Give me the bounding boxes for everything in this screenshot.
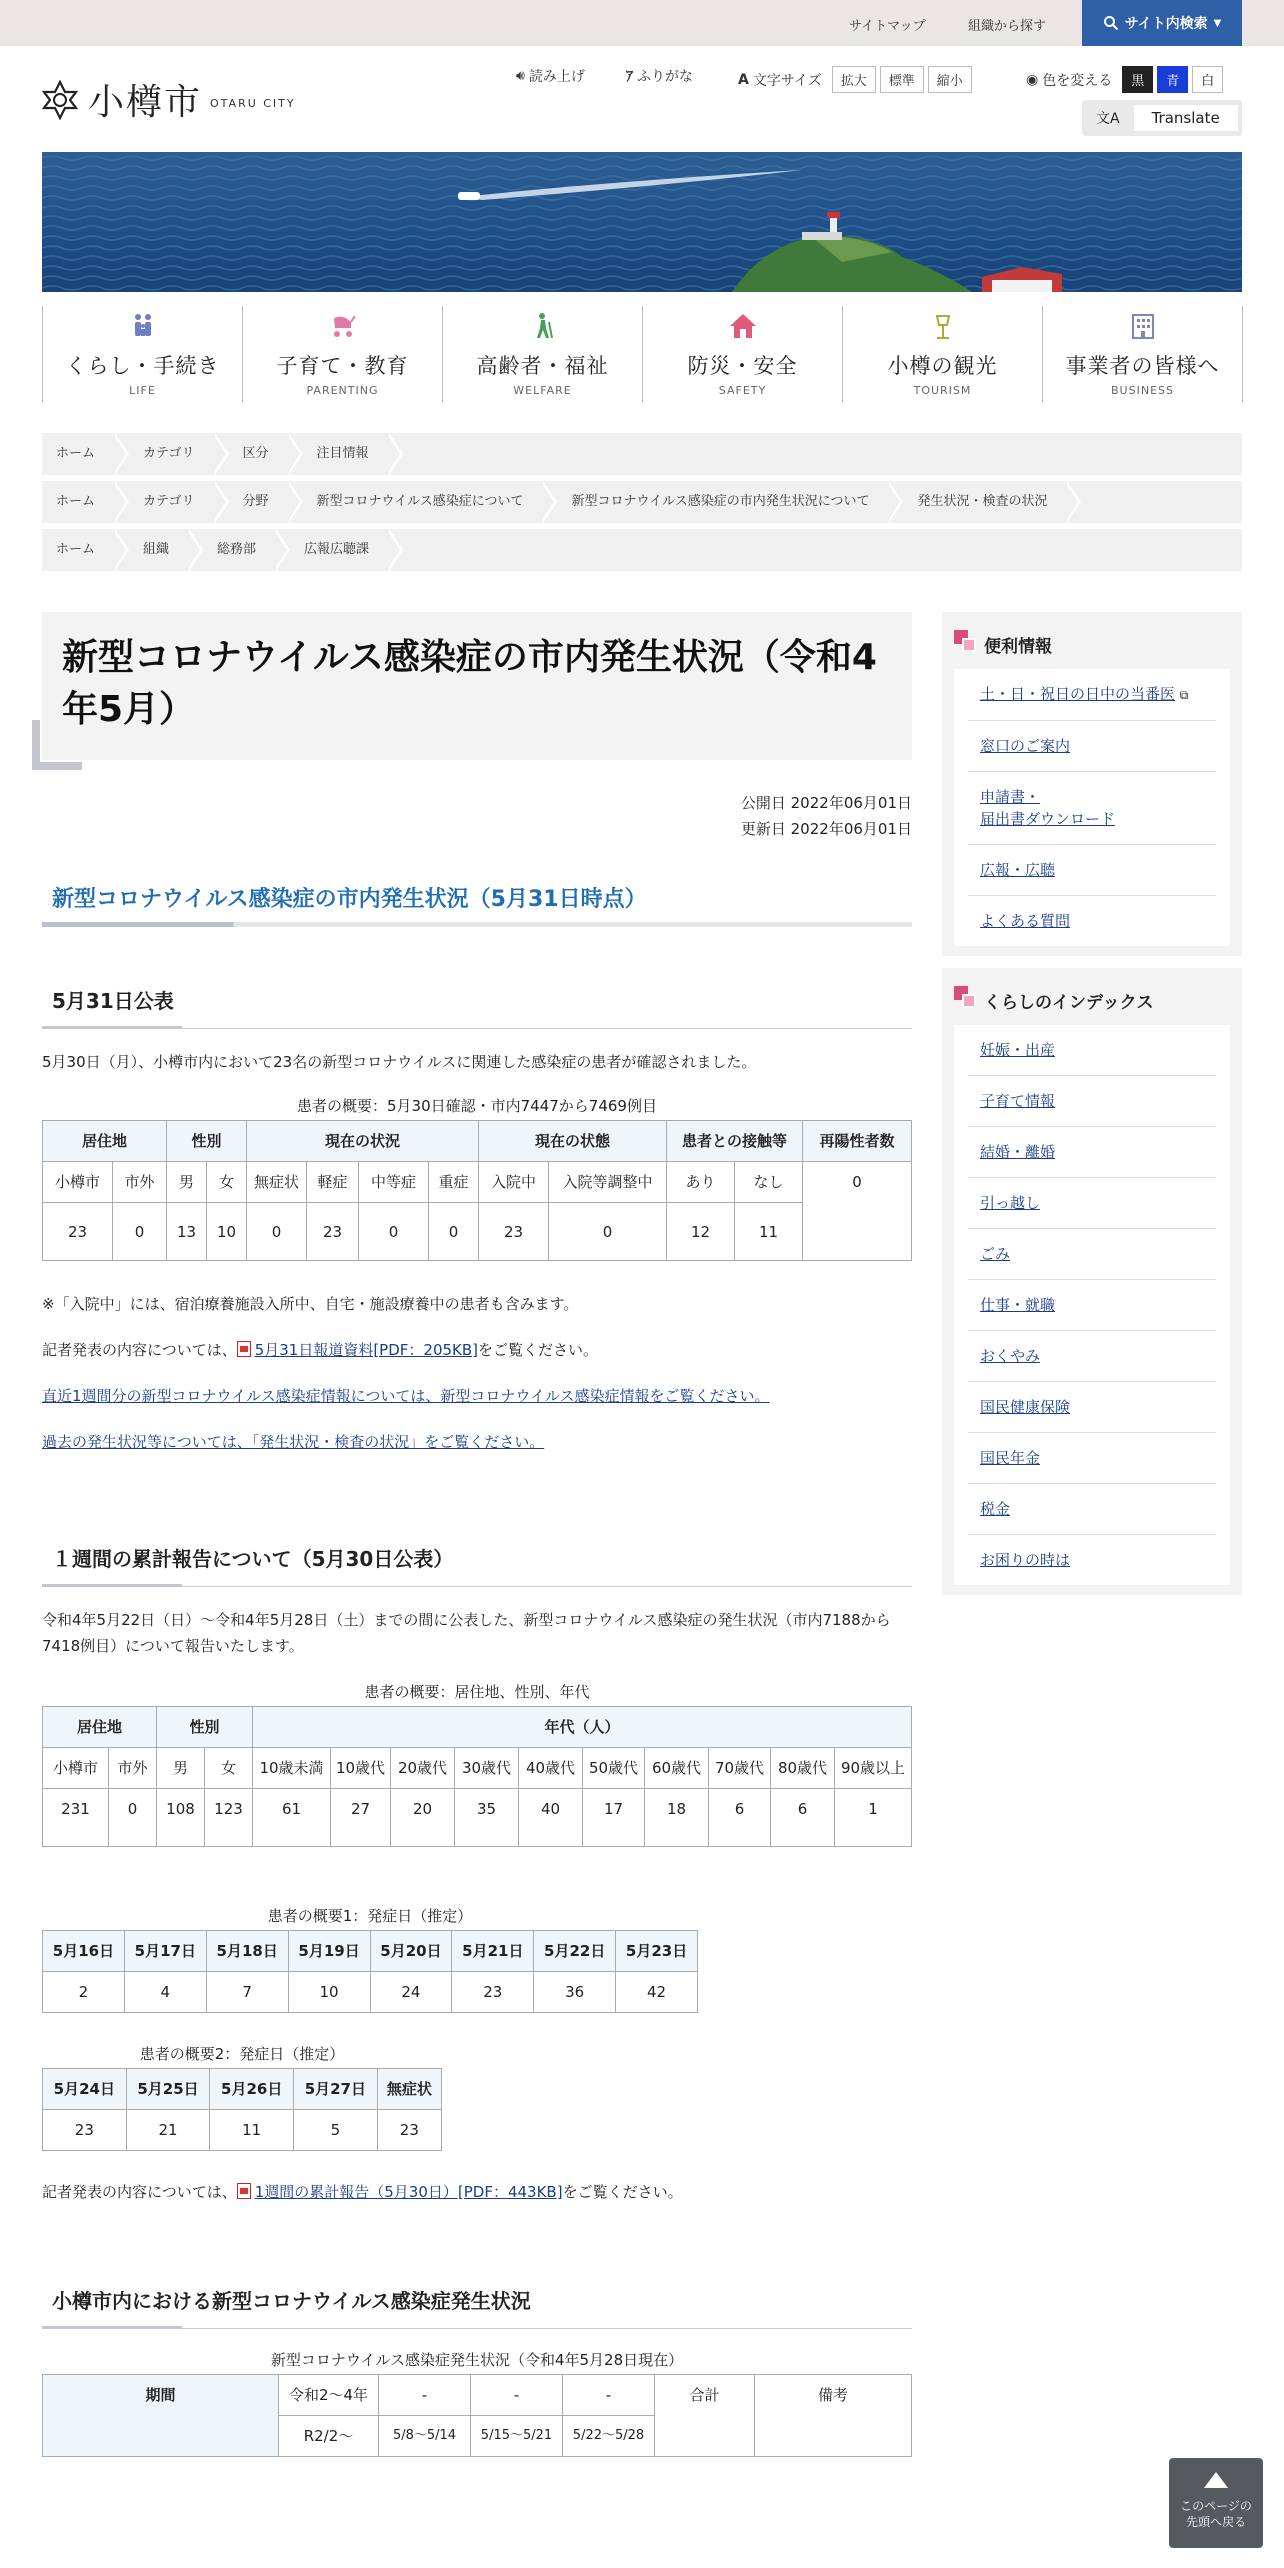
back-to-top-label-2: 先頭へ戻る bbox=[1185, 2515, 1246, 2529]
td: 男 bbox=[157, 1748, 205, 1789]
sidebar-link[interactable]: 土・日・祝日の日中の当番医 bbox=[980, 685, 1176, 703]
sidebar-useful-info bbox=[942, 612, 1242, 956]
sidebar-heading: くらしのインデックス bbox=[954, 984, 1230, 1025]
td: 90歳以上 bbox=[835, 1748, 912, 1789]
td: 42 bbox=[616, 1972, 698, 2013]
th: 期間 bbox=[43, 2375, 279, 2457]
th: 5月17日 bbox=[124, 1931, 206, 1972]
td: 入院中 bbox=[479, 1162, 549, 1203]
td: 10 bbox=[288, 1972, 370, 2013]
td: 23 bbox=[479, 1203, 549, 1261]
speaker-icon: 🔊︎ bbox=[516, 68, 525, 84]
paragraph: 5月30日（月）、小樽市内において23名の新型コロナウイルスに関連した感染症の患者が確認されました。 bbox=[42, 1053, 757, 1072]
th: 5月27日 bbox=[294, 2069, 378, 2110]
gnav-label: 小樽の観光 bbox=[887, 354, 998, 378]
breadcrumb-item[interactable]: ホーム bbox=[42, 529, 115, 571]
sidebar-heading: 便利情報 bbox=[954, 628, 1230, 669]
th: 5月23日 bbox=[616, 1931, 698, 1972]
title-corner-decoration bbox=[32, 720, 82, 770]
sidebar-item bbox=[968, 1025, 1216, 1076]
th: 居住地 bbox=[43, 1121, 167, 1162]
td: 0 bbox=[247, 1203, 307, 1261]
td: 市外 bbox=[109, 1748, 157, 1789]
color-blue-button[interactable]: 青 bbox=[1157, 66, 1188, 93]
sidebar-item bbox=[968, 1433, 1216, 1484]
house-icon bbox=[729, 312, 757, 340]
subsection-heading: 5月31日公表 bbox=[42, 975, 912, 1029]
family-icon bbox=[129, 312, 157, 340]
sidebar-link[interactable]: 税金 bbox=[980, 1500, 1011, 1518]
td: 50歳代 bbox=[583, 1748, 645, 1789]
breadcrumb bbox=[42, 529, 1242, 571]
td: 5/22〜5/28 bbox=[563, 2416, 655, 2457]
td: 11 bbox=[210, 2110, 294, 2151]
sidebar-item bbox=[968, 772, 1216, 845]
th: 居住地 bbox=[43, 1707, 157, 1748]
td: 10 bbox=[207, 1203, 247, 1261]
patient-summary-table bbox=[42, 1120, 912, 1261]
site-logo[interactable] bbox=[40, 74, 296, 125]
gnav-label: 防災・安全 bbox=[687, 354, 798, 378]
sidebar-item bbox=[968, 1382, 1216, 1433]
td: 23 bbox=[43, 1203, 113, 1261]
td: 市外 bbox=[113, 1162, 167, 1203]
gnav-welfare[interactable] bbox=[442, 306, 643, 402]
td: 4 bbox=[124, 1972, 206, 2013]
td: 6 bbox=[709, 1789, 771, 1847]
td: 23 bbox=[377, 2110, 441, 2151]
updated-date: 更新日 2022年06月01日 bbox=[740, 820, 912, 839]
td: 27 bbox=[331, 1789, 391, 1847]
sidebar-item bbox=[968, 1484, 1216, 1535]
td: 60歳代 bbox=[645, 1748, 709, 1789]
td: 6 bbox=[771, 1789, 835, 1847]
td: 0 bbox=[359, 1203, 429, 1261]
furigana-label: ふりがな bbox=[637, 69, 693, 85]
font-small-button[interactable]: 縮小 bbox=[928, 66, 972, 93]
section-heading: 新型コロナウイルス感染症の市内発生状況（5月31日時点） bbox=[42, 872, 912, 927]
th: 5月19日 bbox=[288, 1931, 370, 1972]
sidebar-link[interactable]: 結婚・離婚 bbox=[980, 1143, 1056, 1161]
sidebar-link[interactable]: よくある質問 bbox=[980, 912, 1071, 930]
text: 記者発表の内容については、 bbox=[42, 1341, 237, 1360]
gnav-label: 高齢者・福祉 bbox=[476, 354, 609, 378]
th: 5月24日 bbox=[43, 2069, 127, 2110]
sidebar-link[interactable]: お困りの時は bbox=[980, 1551, 1071, 1569]
onset-date-table-1 bbox=[42, 1930, 698, 2013]
font-size-group bbox=[738, 66, 972, 93]
sea-lighthouse-image bbox=[42, 152, 1242, 292]
td: 5/8〜5/14 bbox=[379, 2416, 471, 2457]
td: 35 bbox=[455, 1789, 519, 1847]
table-caption: 患者の概要2：発症日（推定） bbox=[139, 2045, 345, 2064]
breadcrumb-item[interactable]: 広報広聴課 bbox=[276, 529, 389, 571]
th: 5月26日 bbox=[210, 2069, 294, 2110]
td: 80歳代 bbox=[771, 1748, 835, 1789]
sidebar-item bbox=[968, 1127, 1216, 1178]
td: - bbox=[379, 2375, 471, 2416]
th: 再陽性者数 bbox=[803, 1121, 912, 1162]
td: 17 bbox=[583, 1789, 645, 1847]
td: 中等症 bbox=[359, 1162, 429, 1203]
th: 5月16日 bbox=[43, 1931, 125, 1972]
td: 10歳未満 bbox=[253, 1748, 331, 1789]
th: 無症状 bbox=[377, 2069, 441, 2110]
translate-icon: 文A bbox=[1096, 111, 1120, 127]
breadcrumb-item[interactable]: 新型コロナウイルス感染症の市内発生状況について bbox=[543, 481, 889, 523]
table-caption: 患者の概要：居住地、性別、年代 bbox=[364, 1683, 590, 1702]
td: - bbox=[563, 2375, 655, 2416]
text: をご覧ください。 bbox=[478, 1341, 599, 1360]
td: 30歳代 bbox=[455, 1748, 519, 1789]
td: 女 bbox=[205, 1748, 253, 1789]
td: 24 bbox=[370, 1972, 452, 2013]
breadcrumb-item[interactable]: 分野 bbox=[215, 481, 289, 523]
logo-text-en: OTARU CITY bbox=[210, 97, 296, 110]
color-group bbox=[1026, 66, 1223, 93]
sidebar-item bbox=[968, 896, 1216, 946]
sidebar-link[interactable]: 引っ越し bbox=[980, 1194, 1041, 1212]
hero-image bbox=[42, 152, 1242, 292]
th: 患者との接触等 bbox=[667, 1121, 803, 1162]
font-size-label: 文字サイズ bbox=[752, 72, 822, 89]
sidebar-item bbox=[968, 1229, 1216, 1280]
caret-down-icon: ▼ bbox=[1213, 17, 1222, 29]
gnav-sub: WELFARE bbox=[513, 384, 572, 397]
translate-button[interactable]: Translate bbox=[1134, 105, 1238, 131]
td: 軽症 bbox=[307, 1162, 359, 1203]
th: 現在の状態 bbox=[479, 1121, 667, 1162]
th: 5月22日 bbox=[534, 1931, 616, 1972]
td: 0 bbox=[113, 1203, 167, 1261]
td: 23 bbox=[307, 1203, 359, 1261]
th: 5月20日 bbox=[370, 1931, 452, 1972]
sidebar-item bbox=[968, 845, 1216, 896]
td: 7 bbox=[206, 1972, 288, 2013]
td: 231 bbox=[43, 1789, 109, 1847]
gnav-sub: LIFE bbox=[129, 384, 156, 397]
pdf-icon bbox=[237, 1341, 251, 1357]
font-size-icon: A bbox=[738, 71, 749, 88]
td: 123 bbox=[205, 1789, 253, 1847]
gnav-label: 事業者の皆様へ bbox=[1065, 354, 1220, 378]
sidebar-item bbox=[968, 1331, 1216, 1382]
td: 61 bbox=[253, 1789, 331, 1847]
td: 女 bbox=[207, 1162, 247, 1203]
external-link-icon: ⧉ bbox=[1179, 688, 1189, 702]
page-title bbox=[42, 612, 912, 760]
td: 5 bbox=[294, 2110, 378, 2151]
breadcrumb-item[interactable]: 発生状況・検査の状況 bbox=[889, 481, 1067, 523]
org-search-link[interactable]: 組織から探す bbox=[968, 19, 1047, 34]
press-release-line bbox=[42, 1337, 912, 1363]
sitemap-link[interactable]: サイトマップ bbox=[849, 19, 926, 34]
sidebar-link[interactable]: ごみ bbox=[980, 1245, 1011, 1263]
th: 5月25日 bbox=[126, 2069, 210, 2110]
td: 10歳代 bbox=[331, 1748, 391, 1789]
td: 13 bbox=[167, 1203, 207, 1261]
utility-bar bbox=[0, 0, 1284, 46]
color-black-button[interactable]: 黒 bbox=[1122, 66, 1153, 93]
walking-person-icon bbox=[529, 312, 557, 340]
td: 36 bbox=[534, 1972, 616, 2013]
weekly-info-link[interactable]: 直近1週間分の新型コロナウイルス感染症情報については、新型コロナウイルス感染症情報をご覧ください。 bbox=[42, 1387, 770, 1406]
logo-text-jp: 小樽市 bbox=[88, 82, 203, 123]
press-release-line bbox=[42, 2179, 912, 2205]
back-to-top-label-1: このページの bbox=[1180, 2499, 1252, 2513]
breadcrumb-item[interactable]: カテゴリ bbox=[115, 481, 214, 523]
main-content bbox=[42, 612, 912, 2457]
page-dates bbox=[42, 790, 912, 842]
pdf-icon bbox=[237, 2183, 251, 2199]
city-emblem-icon bbox=[40, 80, 80, 120]
sidebar-link[interactable]: 窓口のご案内 bbox=[980, 737, 1071, 755]
td: 108 bbox=[157, 1789, 205, 1847]
td: 5/15〜5/21 bbox=[471, 2416, 563, 2457]
text: 記者発表の内容については、 bbox=[42, 2183, 237, 2202]
subsection-heading: １週間の累計報告について（5月30日公表） bbox=[42, 1533, 912, 1587]
color-white-button[interactable]: 白 bbox=[1192, 66, 1223, 93]
search-icon bbox=[1103, 15, 1119, 31]
td: 0 bbox=[803, 1162, 912, 1261]
breadcrumb-item[interactable]: ホーム bbox=[42, 481, 115, 523]
th: 5月18日 bbox=[206, 1931, 288, 1972]
td: 入院等調整中 bbox=[549, 1162, 667, 1203]
td: 40歳代 bbox=[519, 1748, 583, 1789]
breadcrumb-item[interactable]: 組織 bbox=[115, 529, 189, 571]
lamp-icon bbox=[929, 312, 957, 340]
th: 5月21日 bbox=[452, 1931, 534, 1972]
breadcrumb-item[interactable]: 区分 bbox=[215, 433, 289, 475]
read-aloud-label: 読み上げ bbox=[528, 69, 585, 85]
th: 性別 bbox=[157, 1707, 253, 1748]
td: 20歳代 bbox=[391, 1748, 455, 1789]
breadcrumb bbox=[42, 481, 1242, 523]
weekly-report-pdf-link[interactable]: 1週間の累計報告（5月30日）[PDF：443KB] bbox=[254, 2183, 563, 2202]
breadcrumb-item[interactable]: 新型コロナウイルス感染症について bbox=[289, 481, 544, 523]
gnav-safety[interactable] bbox=[642, 306, 843, 402]
past-status-link[interactable]: 過去の発生状況等については、「発生状況・検査の状況」をご覧ください。 bbox=[42, 1433, 545, 1452]
translate-widget[interactable] bbox=[1082, 100, 1242, 136]
subsection-heading: 小樽市内における新型コロナウイルス感染症発生状況 bbox=[42, 2275, 912, 2329]
table-caption: 患者の概要1：発症日（推定） bbox=[267, 1907, 473, 1926]
td: 無症状 bbox=[247, 1162, 307, 1203]
gnav-sub: BUSINESS bbox=[1111, 384, 1174, 397]
gnav-parenting[interactable] bbox=[242, 306, 443, 402]
gnav-sub: TOURISM bbox=[913, 384, 972, 397]
table-caption: 患者の概要：5月30日確認・市内7447から7469例目 bbox=[297, 1097, 657, 1116]
gnav-label: くらし・手続き bbox=[65, 354, 220, 378]
press-release-pdf-link[interactable]: 5月31日報道資料[PDF：205KB] bbox=[254, 1341, 479, 1360]
td: 男 bbox=[167, 1162, 207, 1203]
onset-date-table-2 bbox=[42, 2068, 442, 2151]
th: 年代（人） bbox=[253, 1707, 912, 1748]
text: をご覧ください。 bbox=[562, 2183, 683, 2202]
table-caption: 新型コロナウイルス感染症発生状況（令和4年5月28日現在） bbox=[270, 2351, 684, 2370]
arrow-up-icon bbox=[1204, 2472, 1228, 2488]
font-large-button[interactable]: 拡大 bbox=[832, 66, 876, 93]
gnav-life[interactable] bbox=[42, 306, 243, 402]
sidebar-item bbox=[968, 1178, 1216, 1229]
td: なし bbox=[735, 1162, 803, 1203]
td: 0 bbox=[429, 1203, 479, 1261]
breadcrumb-item[interactable]: 総務部 bbox=[189, 529, 276, 571]
td: 11 bbox=[735, 1203, 803, 1261]
sidebar-link[interactable]: 広報・広聴 bbox=[980, 861, 1056, 879]
td: 23 bbox=[452, 1972, 534, 2013]
gnav-business[interactable] bbox=[1042, 306, 1243, 402]
age-summary-table bbox=[42, 1706, 912, 1847]
td: 40 bbox=[519, 1789, 583, 1847]
td: 備考 bbox=[755, 2375, 912, 2457]
sidebar-link[interactable]: 申請書・ 届出書ダウンロード bbox=[980, 788, 1116, 828]
sidebar-item bbox=[968, 669, 1216, 721]
building-icon bbox=[1129, 312, 1157, 340]
sidebar-item bbox=[968, 1535, 1216, 1585]
td: R2/2〜 bbox=[279, 2416, 379, 2457]
sidebar-item bbox=[968, 1076, 1216, 1127]
td: 2 bbox=[43, 1972, 125, 2013]
back-to-top-button[interactable] bbox=[1169, 2458, 1263, 2548]
page-title-text: 新型コロナウイルス感染症の市内発生状況（令和4年5月） bbox=[62, 637, 877, 731]
read-aloud-button[interactable] bbox=[516, 66, 585, 86]
breadcrumb bbox=[42, 433, 1242, 475]
furigana-button[interactable] bbox=[626, 66, 693, 86]
sidebar-link[interactable]: 仕事・就職 bbox=[980, 1296, 1056, 1314]
sidebar-link[interactable]: おくやみ bbox=[980, 1347, 1041, 1365]
gnav-tourism[interactable] bbox=[842, 306, 1043, 402]
td: 小樽市 bbox=[43, 1748, 109, 1789]
td: 20 bbox=[391, 1789, 455, 1847]
furigana-icon: ｱ bbox=[626, 69, 633, 85]
site-search-label: サイト内検索 bbox=[1124, 16, 1208, 32]
td: あり bbox=[667, 1162, 735, 1203]
th: 現在の状況 bbox=[247, 1121, 479, 1162]
sidebar-item bbox=[968, 721, 1216, 772]
stroller-icon bbox=[329, 312, 357, 340]
sidebar-life-index bbox=[942, 968, 1242, 1595]
td: 23 bbox=[43, 2110, 127, 2151]
sidebar-link[interactable]: 国民健康保険 bbox=[980, 1398, 1071, 1416]
gnav-sub: PARENTING bbox=[306, 384, 379, 397]
th: 性別 bbox=[167, 1121, 247, 1162]
sidebar-link[interactable]: 子育て情報 bbox=[980, 1092, 1056, 1110]
breadcrumb-item[interactable]: ホーム bbox=[42, 433, 115, 475]
palette-icon: ◉ bbox=[1026, 71, 1039, 88]
td: 70歳代 bbox=[709, 1748, 771, 1789]
color-label: 色を変える bbox=[1042, 72, 1113, 89]
breadcrumb-item[interactable]: 注目情報 bbox=[289, 433, 389, 475]
td: 小樽市 bbox=[43, 1162, 113, 1203]
td: 12 bbox=[667, 1203, 735, 1261]
td: 1 bbox=[835, 1789, 912, 1847]
font-normal-button[interactable]: 標準 bbox=[880, 66, 924, 93]
td: 18 bbox=[645, 1789, 709, 1847]
sidebar-item bbox=[968, 1280, 1216, 1331]
td: 0 bbox=[109, 1789, 157, 1847]
gnav-sub: SAFETY bbox=[718, 384, 767, 397]
site-search-button[interactable] bbox=[1082, 0, 1242, 46]
sidebar-link[interactable]: 妊娠・出産 bbox=[980, 1041, 1056, 1059]
gnav-label: 子育て・教育 bbox=[276, 354, 409, 378]
td: 21 bbox=[126, 2110, 210, 2151]
sidebar-link[interactable]: 国民年金 bbox=[980, 1449, 1041, 1467]
paragraph: 令和4年5月22日（日）～令和4年5月28日（土）までの間に公表した、新型コロナウイルス感染症の発生状況（市内7188から7418例目）について報告いたします。 bbox=[42, 1611, 891, 1656]
global-nav bbox=[42, 306, 1242, 402]
td: 令和2〜4年 bbox=[279, 2375, 379, 2416]
published-date: 公開日 2022年06月01日 bbox=[740, 794, 912, 813]
td: 重症 bbox=[429, 1162, 479, 1203]
td: - bbox=[471, 2375, 563, 2416]
breadcrumb-item[interactable]: カテゴリ bbox=[115, 433, 214, 475]
td: 0 bbox=[549, 1203, 667, 1261]
city-status-table bbox=[42, 2374, 912, 2457]
note: ※「入院中」には、宿泊療養施設入所中、自宅・施設療養中の患者も含みます。 bbox=[42, 1295, 579, 1314]
td: 合計 bbox=[655, 2375, 755, 2457]
